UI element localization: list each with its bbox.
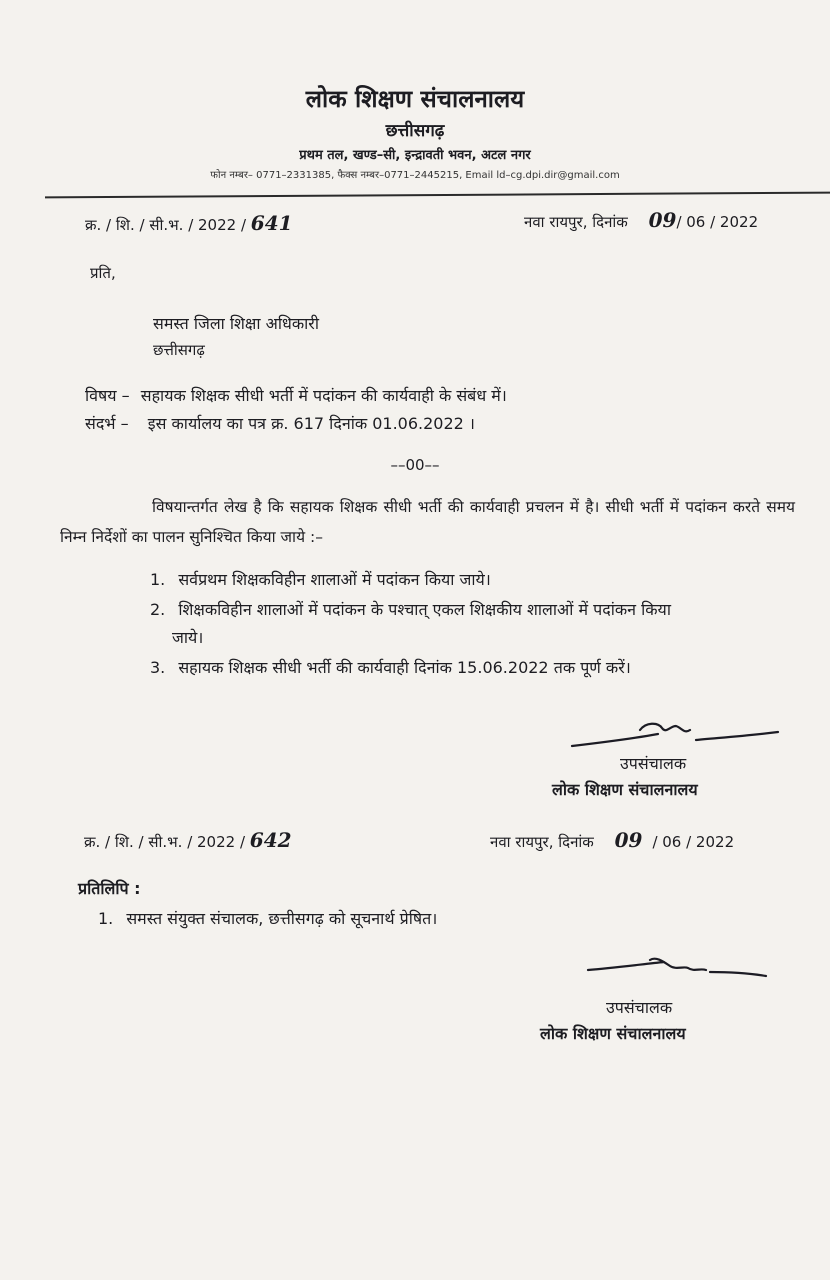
instruction-number: 1. [150,570,166,589]
reference-label: संदर्भ – [85,414,129,433]
letter2-reference [84,828,292,852]
instruction-text: शिक्षकविहीन शालाओं में पदांकन के पश्चात् एकल शिक्षकीय शालाओं में पदांकन किया [178,600,671,619]
copy-label: प्रतिलिपि : [78,879,141,898]
reference-text: इस कार्यालय का पत्र क्र. 617 दिनांक 01.06.2022 । [147,414,475,433]
letter1-place-label: नवा रायपुर, दिनांक [524,213,628,231]
signature-1 [566,716,781,752]
signature1-designation: उपसंचालक [620,754,687,773]
subject-label: विषय – [85,386,130,405]
office-title: लोक शिक्षण संचालनालय [305,85,525,113]
letter1-ref-prefix: क्र. / शि. / सी.भ. / 2022 / [85,216,247,234]
letter2-date-day: 09 [614,828,643,852]
office-contact: फोन नम्बर– 0771–2331385, फैक्स नम्बर–0771–2445215, Email ld–cg.dpi.dir@gmail.com [210,170,620,181]
office-address: प्रथम तल, खण्ड–सी, इन्द्रावती भवन, अटल नगर [299,148,531,163]
office-state: छत्तीसगढ़ [385,121,445,141]
reference-line [85,412,475,434]
copy-item-number: 1. [98,909,114,928]
letter1-reference [85,211,293,235]
copy-item-text: समस्त संयुक्त संचालक, छत्तीसगढ़ को सूचनार्थ प्रेषित। [126,909,438,928]
instruction-text: सहायक शिक्षक सीधी भर्ती की कार्यवाही दिनांक 15.06.2022 तक पूर्ण करें। [178,658,631,677]
recipient-location: छत्तीसगढ़ [153,341,205,359]
subject-line [85,384,507,406]
instruction-number: 2. [150,600,166,619]
recipient-name: समस्त जिला शिक्षा अधिकारी [153,314,319,333]
instruction-number: 3. [150,658,166,677]
body-paragraph: विषयान्तर्गत लेख है कि सहायक शिक्षक सीधी भर्ती की कार्यवाही प्रचलन में है। सीधी भर्ती में पदांकन करते समय निम्न निर्देशों का पालन सुनिश्चित किया जाये :– [60,498,795,546]
to-label: प्रति, [90,264,116,282]
letter1-date-day: 09 [648,208,677,232]
subject-text: सहायक शिक्षक सीधी भर्ती में पदांकन की कार्यवाही के संबंध में। [140,386,507,405]
letter2-place-label: नवा रायपुर, दिनांक [490,833,594,851]
letter1-date [524,208,758,232]
signature1-office: लोक शिक्षण संचालनालय [552,780,698,799]
signature-2 [584,956,769,984]
instruction-text-continued: जाये। [172,628,204,647]
instruction-item [150,568,491,590]
header-divider [45,192,830,199]
letter2-date-rest: / 06 / 2022 [652,833,735,851]
instruction-item [150,598,671,620]
copy-item [98,907,437,929]
letter1-date-rest: / 06 / 2022 [676,213,759,231]
letter1-ref-number: 641 [250,211,293,235]
separator: ––00–– [390,456,440,474]
signature2-office: लोक शिक्षण संचालनालय [540,1024,686,1043]
letter2-date [490,828,734,852]
instruction-text: सर्वप्रथम शिक्षकविहीन शालाओं में पदांकन किया जाये। [178,570,491,589]
letter2-ref-number: 642 [249,828,292,852]
instruction-item [150,656,631,678]
letter2-ref-prefix: क्र. / शि. / सी.भ. / 2022 / [84,833,246,851]
signature2-designation: उपसंचालक [606,998,673,1017]
